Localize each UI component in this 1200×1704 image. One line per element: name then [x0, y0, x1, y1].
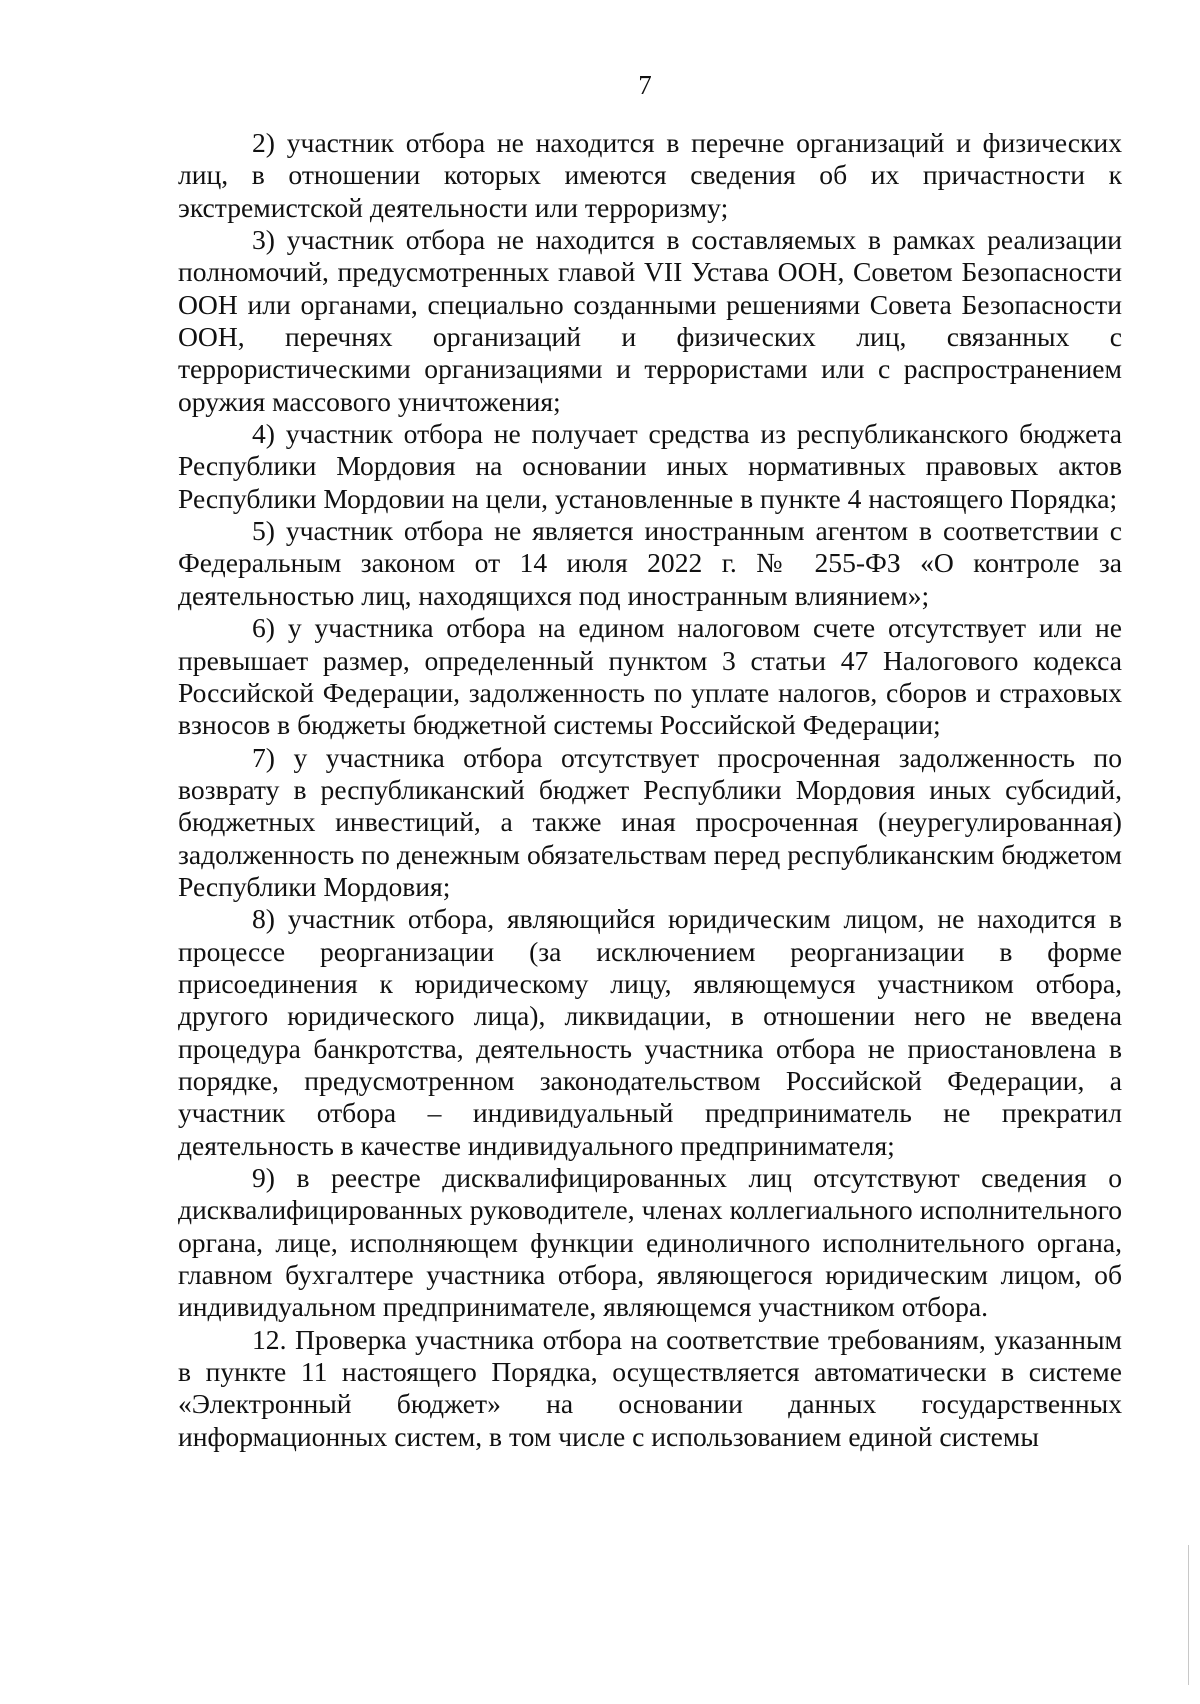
- paragraph-item-7: 7) у участника отбора отсутствует просроченная задолженность по возврату в республиканский бюджет Республики Мордовия иных субсидий, бюджетных инвестиций, а также иная просроченная (неурегулированная) задолженность по денежным обязательствам перед республиканским бюджетом Республики Мордовия;: [178, 741, 1122, 902]
- page-number: 7: [638, 70, 652, 100]
- paragraph-clause-12: 12. Проверка участника отбора на соответствие требованиям, указанным в пункте 11 настоящего Порядка, осуществляется автоматически в системе «Электронный бюджет» на основании данных государственных информационных систем, в том числе с использованием единой системы: [178, 1323, 1122, 1452]
- paragraph-item-9: 9) в реестре дисквалифицированных лиц отсутствуют сведения о дисквалифицированных руководителе, членах коллегиального исполнительного органа, лице, исполняющем функции единоличного исполнительного органа, главном бухгалтере участника отбора, являющегося юридическим лицом, об индивидуальном предпринимателе, являющемся участником отбора.: [178, 1162, 1122, 1323]
- paragraph-item-4: 4) участник отбора не получает средства из республиканского бюджета Республики Мордовия на основании иных нормативных правовых актов Республики Мордовии на цели, установленные в пункте 4 настоящего Порядка;: [178, 418, 1122, 514]
- paragraph-item-2: 2) участник отбора не находится в перечне организаций и физических лиц, в отношении которых имеются сведения об их причастности к экстремистской деятельности или терроризму;: [178, 127, 1122, 223]
- document-body: [178, 127, 1122, 1453]
- paragraph-item-8: 8) участник отбора, являющийся юридическим лицом, не находится в процессе реорганизации (за исключением реорганизации в форме присоединения к юридическому лицу, являющемуся участником отбора, другого юридического лица), ликвидации, в отношении него не введена процедура банкротства, деятельность участника отбора не приостановлена в порядке, предусмотренном законодательством Российской Федерации, а участник отбора – индивидуальный предприниматель не прекратил деятельность в качестве индивидуального предпринимателя;: [178, 903, 1122, 1161]
- paragraph-item-6: 6) у участника отбора на едином налоговом счете отсутствует или не превышает размер, определенный пунктом 3 статьи 47 Налогового кодекса Российской Федерации, задолженность по уплате налогов, сборов и страховых взносов в бюджеты бюджетной системы Российской Федерации;: [178, 612, 1122, 741]
- paragraph-item-5: 5) участник отбора не является иностранным агентом в соответствии с Федеральным законом от 14 июля 2022 г. № 255-ФЗ «О контроле за деятельностью лиц, находящихся под иностранным влиянием»;: [178, 515, 1122, 611]
- paragraph-item-3: 3) участник отбора не находится в составляемых в рамках реализации полномочий, предусмотренных главой VII Устава ООН, Советом Безопасности ООН или органами, специально созданными решениями Совета Безопасности ООН, перечнях организаций и физических лиц, связанных с террористическими организациями и террористами или с распространением оружия массового уничтожения;: [178, 224, 1122, 417]
- scan-edge-mark: [1188, 1545, 1189, 1685]
